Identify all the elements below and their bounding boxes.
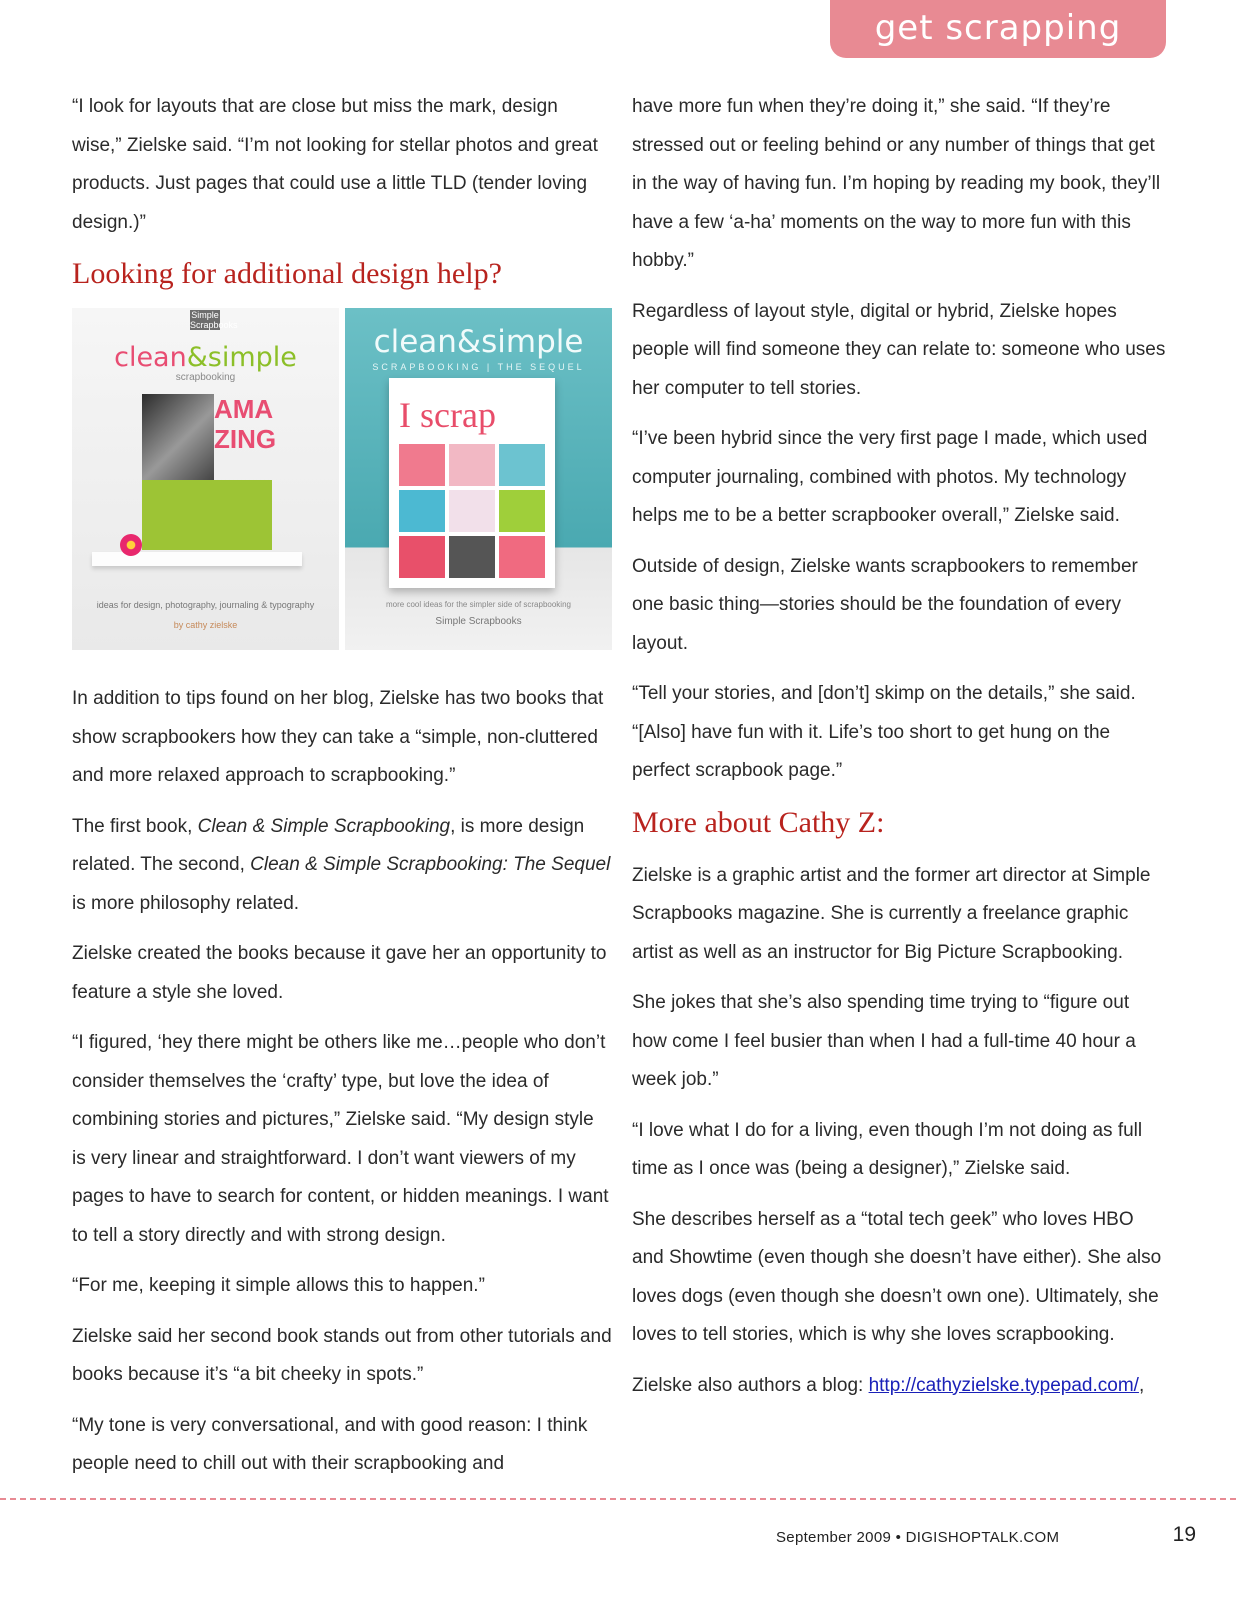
paragraph: “My tone is very conversational, and with good reason: I think people need to chill out with their scrapbooking and [72, 1414, 588, 1474]
paragraph: Zielske created the books because it gave her an opportunity to feature a style she loved. [72, 943, 607, 1003]
book-subtitle: SCRAPBOOKING | THE SEQUEL [372, 362, 585, 372]
flower-icon [120, 534, 142, 556]
paragraph: The first book, Clean & Simple Scrapbooking, is more design related. The second, Clean & Simple Scrapbooking: The Sequel is more philosophy related. [72, 815, 611, 914]
paragraph: She describes herself as a “total tech geek” who loves HBO and Showtime (even though she doesn’t have either). She also loves dogs (even though she doesn’t own one). Ultimately, she loves to tell stories, which is why she loves scrapbooking. [632, 1208, 1162, 1345]
cover-photo [142, 394, 214, 480]
section-heading: More about Cathy Z: [632, 805, 885, 839]
book-covers [72, 308, 612, 650]
blog-link[interactable]: http://cathyzielske.typepad.com/ [868, 1374, 1139, 1396]
paragraph: “I’ve been hybrid since the very first page I made, which used computer journaling, combined with photos. My technology helps me to be a better scrapbooker overall,” Zielske said. [632, 428, 1148, 526]
section-tab: get scrapping [830, 0, 1166, 58]
book-cover-clean-simple [72, 308, 339, 650]
paragraph: “I look for layouts that are close but miss the mark, design wise,” Zielske said. “I’m not looking for stellar photos and great products. Just pages that could use a little TLD (tender loving design.)” [72, 96, 598, 233]
footer-issue-info: September 2009 • DIGISHOPTALK.COM [776, 1529, 1060, 1546]
paragraph: She jokes that she’s also spending time trying to “figure out how come I feel busier than when I had a full-time 40 hour a week job.” [632, 992, 1136, 1090]
cover-text: AMA ZING [214, 394, 277, 454]
cover-text: I scrap [399, 395, 496, 435]
cover-card [389, 378, 555, 588]
book-title: clean&simple [373, 324, 584, 360]
paragraph: “Tell your stories, and [don’t] skimp on the details,” she said. “[Also] have fun with it. Life’s too short to get hung on the perfect scrapbook page.” [632, 683, 1136, 781]
paragraph: Zielske is a graphic artist and the former art director at Simple Scrapbooks magazine. She is currently a freelance graphic artist as well as an instructor for Big Picture Scrapbooking. [632, 864, 1151, 963]
book-subtitle: scrapbooking [175, 372, 236, 383]
book-tagline: ideas for design, photography, journaling & typography [96, 600, 315, 610]
footer-divider [0, 1498, 1236, 1500]
cover-block [142, 480, 272, 550]
book-tagline: more cool ideas for the simpler side of scrapbooking [386, 600, 571, 609]
paragraph: Outside of design, Zielske wants scrapbookers to remember one basic thing—stories should be the foundation of every layout. [632, 555, 1138, 654]
paragraph: Zielske also authors a blog: http://cathyzielske.typepad.com/, [632, 1374, 1145, 1396]
publisher-logo: Simple Scrapbooks [435, 616, 522, 627]
page-number: 19 [1172, 1523, 1196, 1546]
book-cover-sequel [345, 308, 612, 650]
paragraph: Zielske said her second book stands out from other tutorials and books because it’s “a bit cheeky in spots.” [72, 1325, 612, 1385]
paragraph: Regardless of layout style, digital or hybrid, Zielske hopes people will find someone they can relate to: someone who uses her computer to tell stories. [632, 300, 1166, 399]
paragraph: “For me, keeping it simple allows this to happen.” [72, 1275, 485, 1296]
paragraph: “I figured, ‘hey there might be others like me…people who don’t consider themselves the ‘crafty’ type, but love the idea of combining stories and pictures,” Zielske said. “My design style is very linear and straightforward. I don’t want viewers of my pages to have to search for content, or hidden meanings. I want to tell a story directly and with strong design. [72, 1032, 609, 1246]
paragraph: have more fun when they’re doing it,” she said. “If they’re stressed out or feeling behind or any number of things that get in the way of having fun. I’m hoping by reading my book, they’ll have a few ‘a-ha’ moments on the way to more fun with this hobby.” [632, 96, 1161, 271]
section-heading: Looking for additional design help? [72, 257, 502, 290]
publisher-badge: Simple Scrapbooks [190, 310, 238, 330]
paragraph: “I love what I do for a living, even though I’m not doing as full time as I once was (being a designer),” Zielske said. [632, 1119, 1143, 1179]
book-author: by cathy zielske [173, 620, 238, 630]
cover-collage [399, 444, 545, 578]
paragraph: In addition to tips found on her blog, Zielske has two books that show scrapbookers how they can take a “simple, non-cluttered and more relaxed approach to scrapbooking.” [72, 688, 604, 786]
book-title: clean&simple [114, 342, 297, 373]
left-column [72, 88, 612, 1496]
cover-shelf [92, 552, 302, 566]
right-column [632, 88, 1168, 1417]
